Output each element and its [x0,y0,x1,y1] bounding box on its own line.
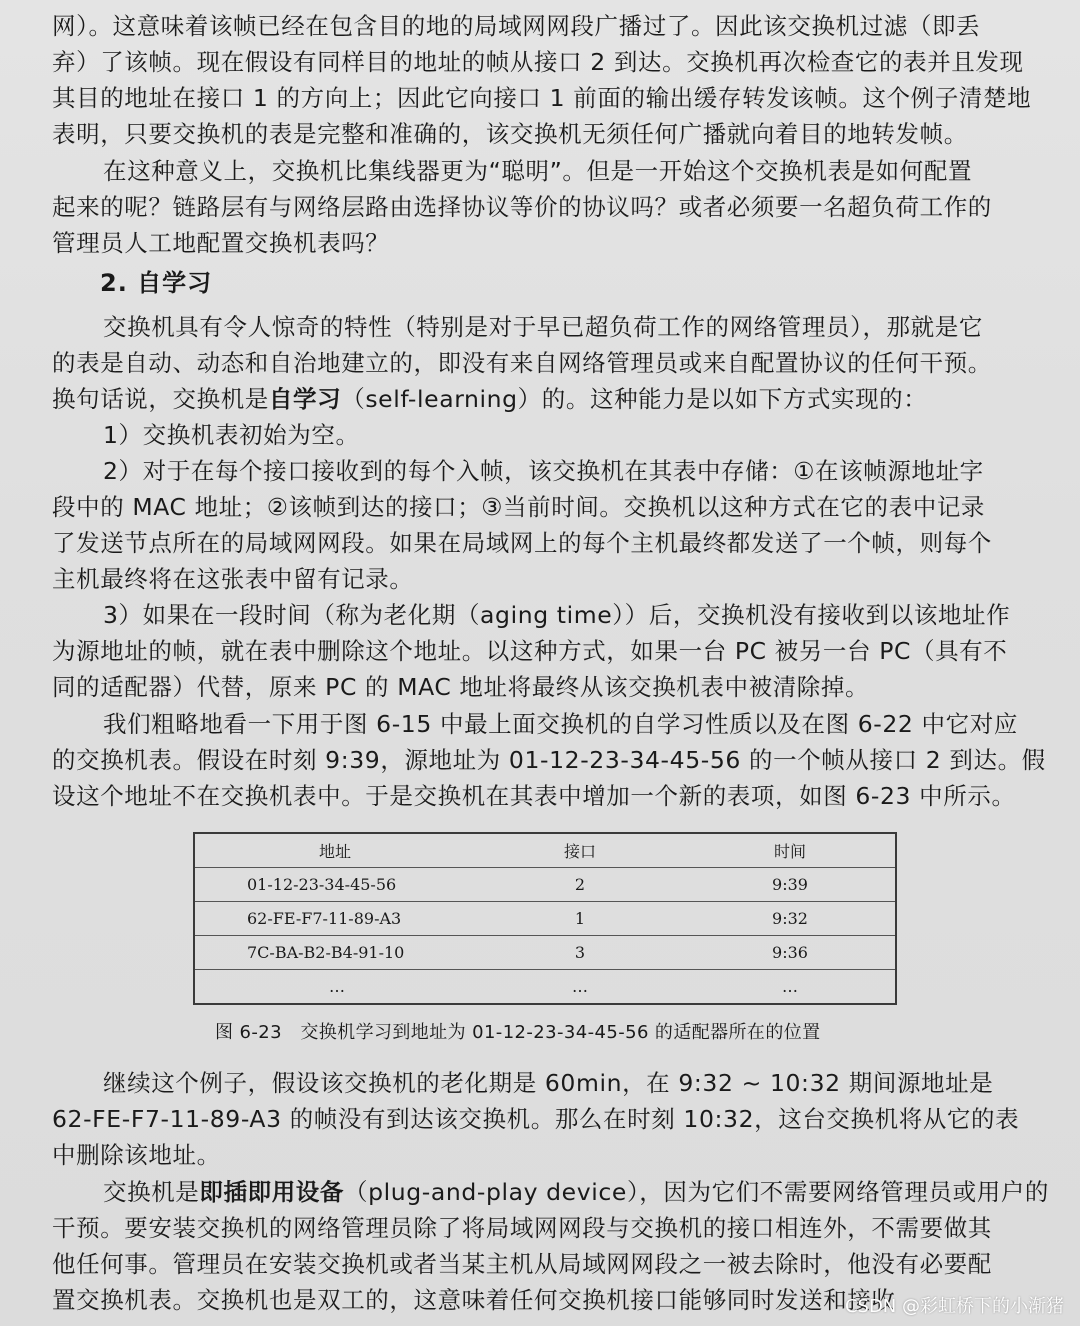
text-line: 的交换机表。假设在时刻 9:39，源地址为 01-12-23-34-45-56 的一个帧从接口 2 到达。假 [52,746,1046,774]
cell-time: 9:32 [772,909,808,928]
text-span: 换句话说，交换机是 [52,385,269,413]
text-line: 我们粗略地看一下用于图 6-15 中最上面交换机的自学习性质以及在图 6-22 中它对应 [103,710,1018,738]
text-line: 设这个地址不在交换机表中。于是交换机在其表中增加一个新的表项，如图 6-23 中所示。 [52,782,1016,810]
section-heading: 2. 自学习 [100,269,213,297]
table-header-row [195,834,895,868]
cell-interface: 2 [574,875,586,894]
watermark: CSDN @彩虹桥下的小渐猪 [844,1296,1064,1317]
table-row [195,868,895,902]
figure-caption: 图 6-23 交换机学习到地址为 01-12-23-34-45-56 的适配器所在的位置 [215,1022,821,1043]
text-line: 干预。要安装交换机的网络管理员除了将局域网网段与交换机的接口相连外，不需要做其 [52,1214,992,1242]
text-span: （plug-and-play device），因为它们不需要网络管理员或用户的 [344,1178,1050,1206]
text-line: 为源地址的帧，就在表中删除这个地址。以这种方式，如果一台 PC 被另一台 PC（具有不 [52,637,1008,665]
cell-address: 7C-BA-B2-B4-91-10 [247,943,405,962]
list-item: 2）对于在每个接口接收到的每个入帧，该交换机在其表中存储：①在该帧源地址字 [103,457,984,485]
text-line: 中删除该地址。 [52,1141,221,1169]
bold-term: 即插即用设备 [199,1178,345,1206]
cell-interface: 3 [574,943,586,962]
text-line: 网）。这意味着该帧已经在包含目的地的局域网网段广播过了。因此该交换机过滤（即丢 [52,12,981,40]
cell-interface: … [572,977,588,996]
table-row [195,936,895,970]
list-item: 3）如果在一段时间（称为老化期（aging time））后，交换机没有接收到以该地址作 [103,601,1011,629]
text-line: 段中的 MAC 地址；②该帧到达的接口；③当前时间。交换机以这种方式在它的表中记录 [52,493,986,521]
text-line: 了发送节点所在的局域网网段。如果在局域网上的每个主机最终都发送了一个帧，则每个 [52,529,992,557]
cell-address: 62-FE-F7-11-89-A3 [247,909,402,928]
switch-table [193,832,897,1005]
column-header-address: 地址 [319,842,352,861]
text-line: 的表是自动、动态和自治地建立的，即没有来自网络管理员或来自配置协议的任何干预。 [52,349,992,377]
text-line [103,1174,1050,1210]
text-line [52,381,1032,417]
column-header-time: 时间 [773,842,806,861]
cell-time: … [782,977,798,996]
bold-term: 自学习 [268,385,342,413]
text-line: 置交换机表。交换机也是双工的，这意味着任何交换机接口能够同时发送和接收 [52,1286,896,1314]
text-line: 表明，只要交换机的表是完整和准确的，该交换机无须任何广播就向着目的地转发帧。 [52,120,968,148]
text-line: 62-FE-F7-11-89-A3 的帧没有到达该交换机。那么在时刻 10:32，这台交换机将从它的表 [52,1105,1020,1133]
text-line: 管理员人工地配置交换机表吗？ [52,229,390,257]
list-item: 1）交换机表初始为空。 [103,421,360,449]
text-line: 起来的呢？链路层有与网络层路由选择协议等价的协议吗？或者必须要一名超负荷工作的 [52,193,992,221]
text-line: 同的适配器）代替，原来 PC 的 MAC 地址将最终从该交换机表中被清除掉。 [52,673,870,701]
text-line: 在这种意义上，交换机比集线器更为“聪明”。但是一开始这个交换机表是如何配置 [103,157,973,185]
table-row [195,970,895,1003]
text-line: 主机最终将在这张表中留有记录。 [52,565,414,593]
text-line: 其目的地址在接口 1 的方向上；因此它向接口 1 前面的输出缓存转发该帧。这个例子清楚地 [52,84,1032,112]
table-row [195,902,895,936]
cell-time: 9:36 [772,943,808,962]
text-line: 继续这个例子，假设该交换机的老化期是 60min，在 9:32 ~ 10:32 期间源地址是 [103,1069,994,1097]
cell-address: … [329,977,345,996]
column-header-interface: 接口 [563,842,596,861]
text-span: （self-learning）的。这种能力是以如下方式实现的： [341,385,928,413]
cell-address: 01-12-23-34-45-56 [247,875,397,894]
text-line: 弃）了该帧。现在假设有同样目的地址的帧从接口 2 到达。交换机再次检查它的表并且发现 [52,48,1024,76]
cell-interface: 1 [574,909,586,928]
text-line: 交换机具有令人惊奇的特性（特别是对于早已超负荷工作的网络管理员），那就是它 [103,313,983,341]
cell-time: 9:39 [772,875,808,894]
text-span: 交换机是 [103,1178,200,1206]
text-line: 他任何事。管理员在安装交换机或者当某主机从局域网网段之一被去除时，他没有必要配 [52,1250,992,1278]
